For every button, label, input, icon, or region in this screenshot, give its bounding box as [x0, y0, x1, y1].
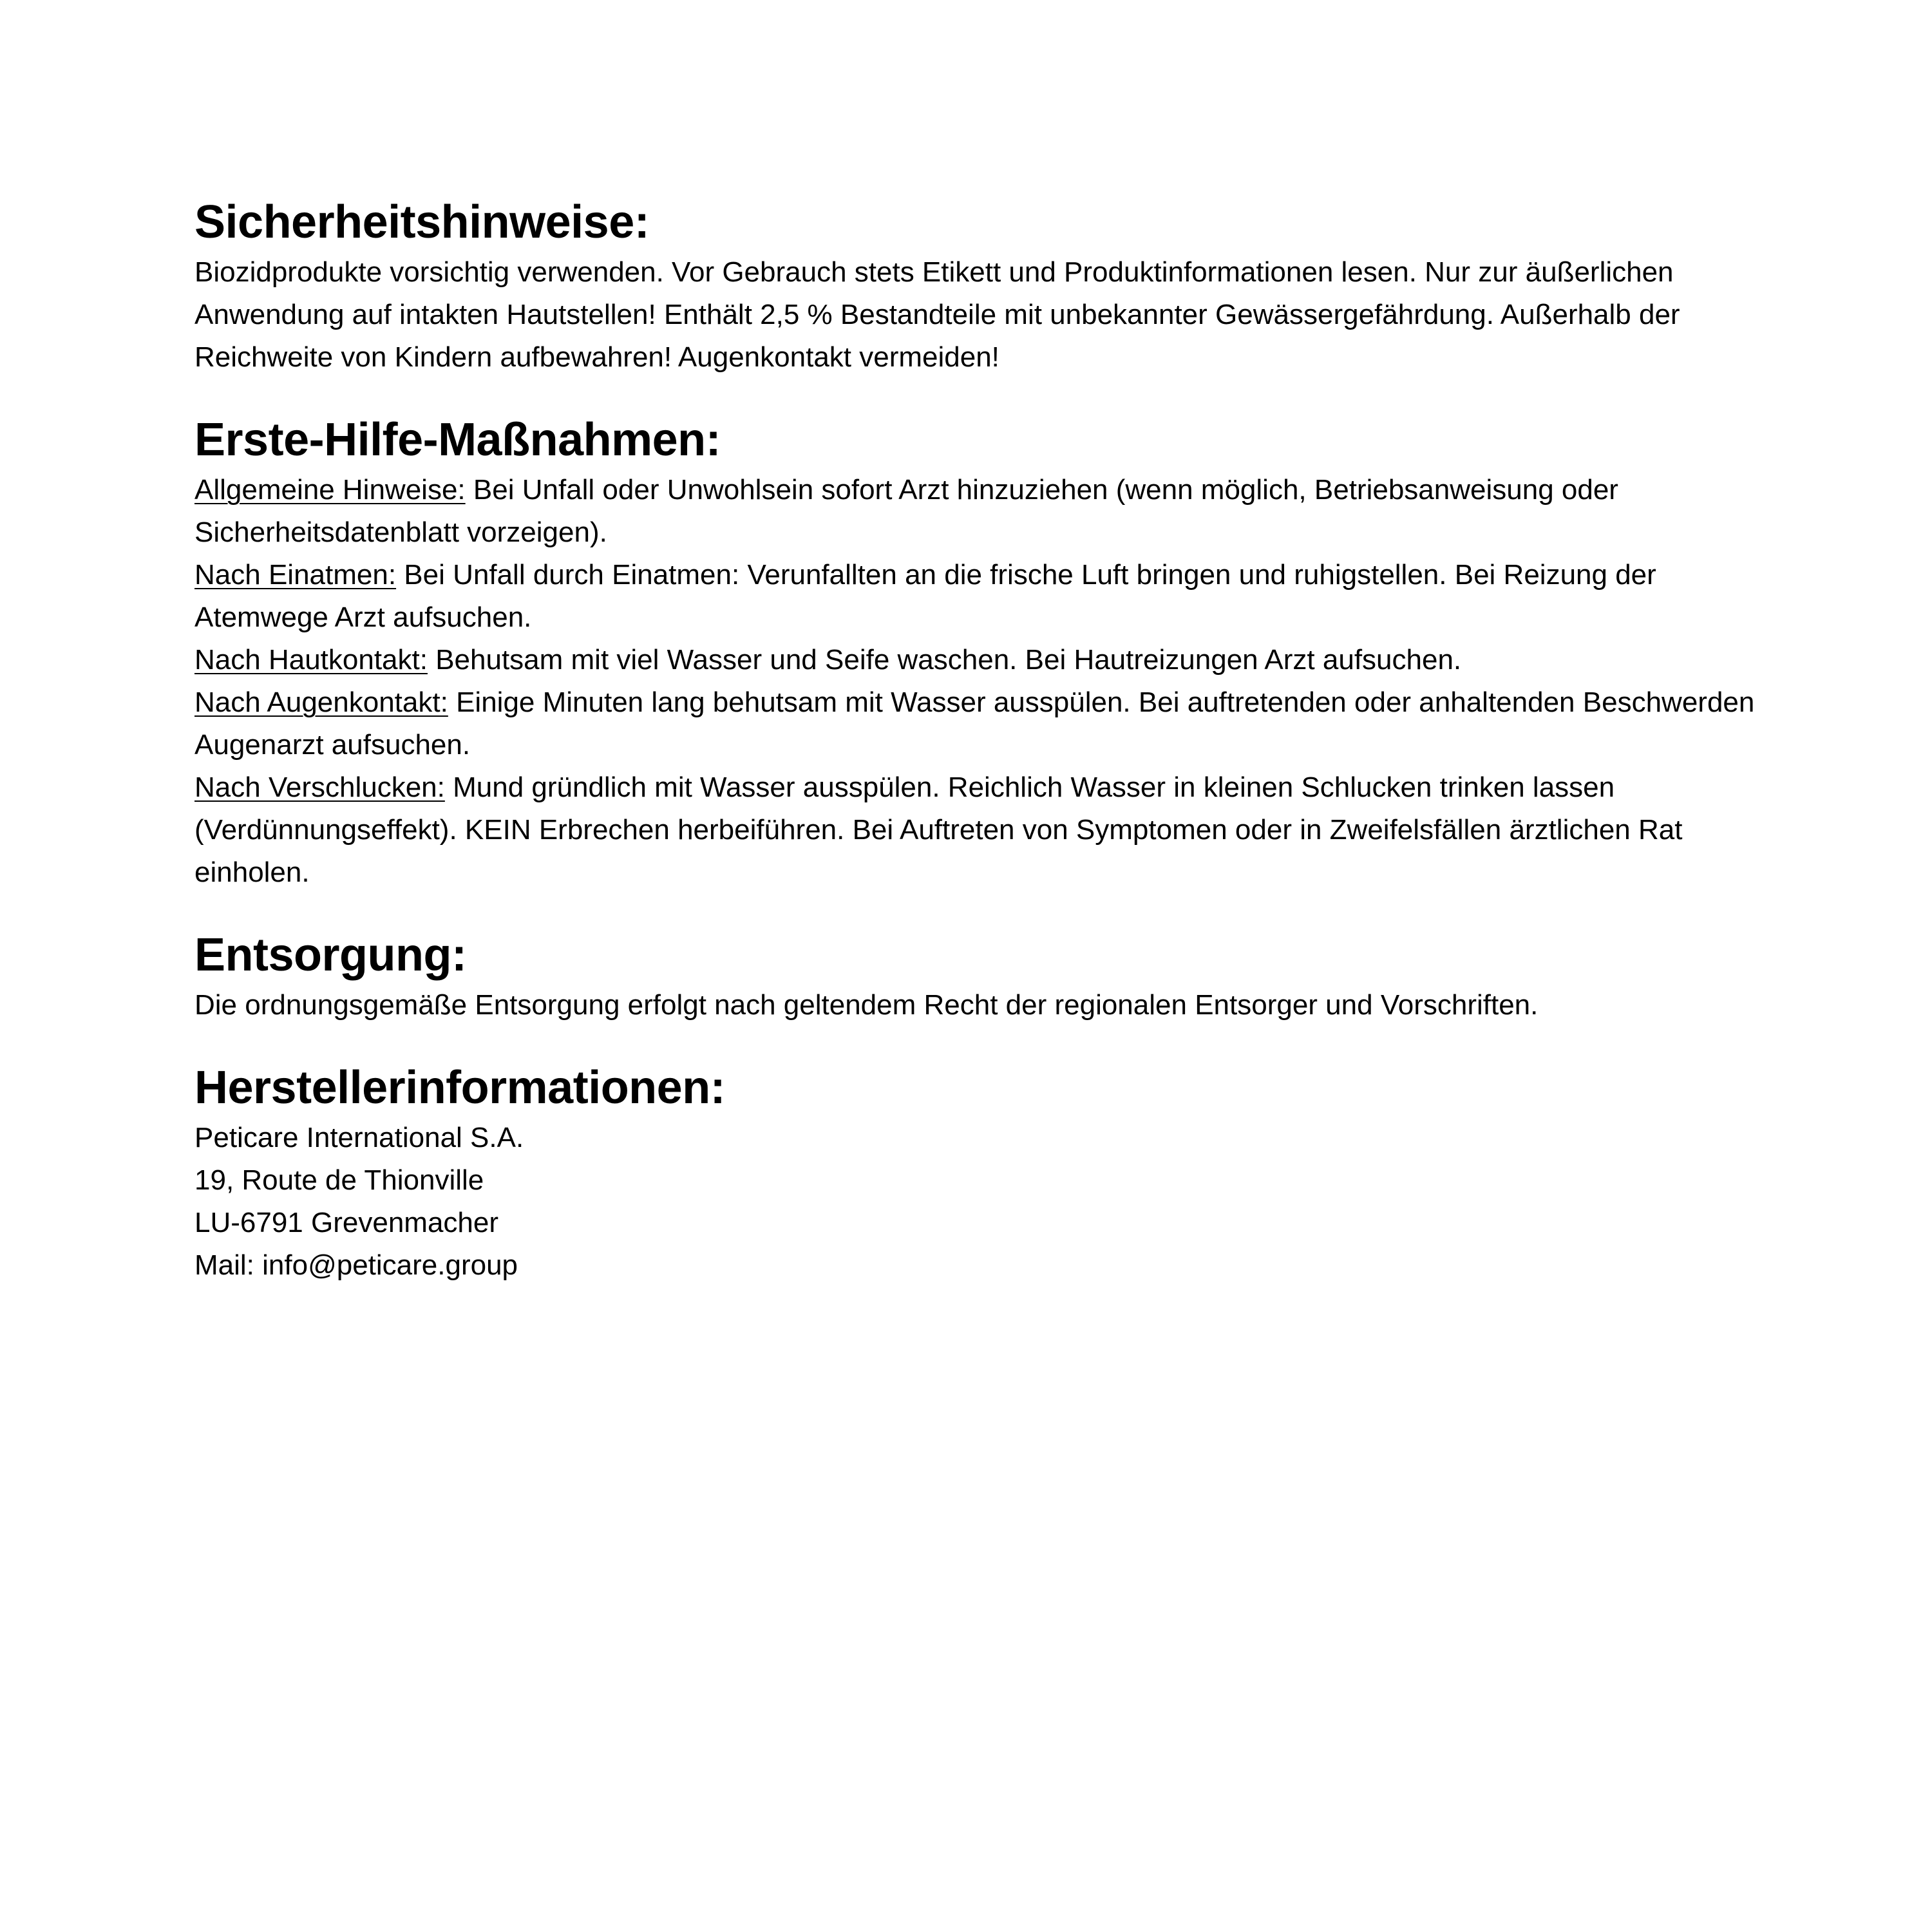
- first-aid-text-skin: Behutsam mit viel Wasser und Seife waschen. Bei Hautreizungen Arzt aufsuchen.: [427, 644, 1462, 676]
- first-aid-text-general: Bei Unfall oder Unwohlsein sofort Arzt hinzuziehen (wenn möglich, Betriebsanweisung oder Sicherheitsdatenblatt vorzeigen).: [194, 474, 1618, 548]
- first-aid-text-swallowing: Mund gründlich mit Wasser ausspülen. Reichlich Wasser in kleinen Schlucken trinken lassen (Verdünnungseffekt). KEIN Erbrechen herbeiführen. Bei Auftreten von Symptomen oder in Zweifelsfällen ärztlichen Rat einholen.: [194, 772, 1683, 888]
- manufacturer-company: Peticare International S.A.: [194, 1122, 524, 1153]
- first-aid-text-eyes: Einige Minuten lang behutsam mit Wasser ausspülen. Bei auftretenden oder anhaltenden Beschwerden Augenarzt aufsuchen.: [194, 687, 1755, 761]
- disposal-text: Die ordnungsgemäße Entsorgung erfolgt nach geltendem Recht der regionalen Entsorger und Vorschriften.: [194, 989, 1539, 1021]
- first-aid-label-general: Allgemeine Hinweise:: [194, 474, 466, 506]
- first-aid-label-inhalation: Nach Einatmen:: [194, 559, 397, 591]
- manufacturer-city: LU-6791 Grevenmacher: [194, 1207, 499, 1238]
- first-aid-label-skin: Nach Hautkontakt:: [194, 644, 428, 676]
- section-first-aid: [194, 411, 1766, 894]
- manufacturer-street: 19, Route de Thionville: [194, 1164, 484, 1196]
- first-aid-entry-eyes: [194, 681, 1766, 766]
- manufacturer-email: Mail: info@peticare.group: [194, 1249, 518, 1281]
- disposal-heading: Entsorgung:: [194, 929, 467, 981]
- section-safety: [194, 193, 1766, 379]
- manufacturer-heading: Herstellerinformationen:: [194, 1062, 726, 1113]
- first-aid-label-swallowing: Nach Verschlucken:: [194, 772, 445, 803]
- first-aid-heading: Erste-Hilfe-Maßnahmen:: [194, 414, 721, 466]
- first-aid-text-inhalation: Bei Unfall durch Einatmen: Verunfallten an die frische Luft bringen und ruhigstellen. Bei Reizung der Atemwege Arzt aufsuchen.: [194, 559, 1656, 633]
- manufacturer-address: [194, 1117, 1766, 1287]
- safety-text: Biozidprodukte vorsichtig verwenden. Vor Gebrauch stets Etikett und Produktinformationen lesen. Nur zur äußerlichen Anwendung auf intakten Hautstellen! Enthält 2,5 % Bestandteile mit unbekannter Gewässergefährdung. Außerhalb der Reichweite von Kindern aufbewahren! Augenkontakt vermeiden!: [194, 256, 1680, 373]
- first-aid-entry-inhalation: [194, 554, 1766, 639]
- first-aid-entry-swallowing: [194, 766, 1766, 894]
- section-manufacturer: [194, 1059, 1766, 1287]
- first-aid-entry-general: [194, 469, 1766, 554]
- section-disposal: [194, 926, 1766, 1027]
- document-page: [194, 193, 1766, 1319]
- safety-heading: Sicherheitshinweise:: [194, 196, 650, 248]
- first-aid-entry-skin: [194, 639, 1766, 681]
- first-aid-label-eyes: Nach Augenkontakt:: [194, 687, 448, 718]
